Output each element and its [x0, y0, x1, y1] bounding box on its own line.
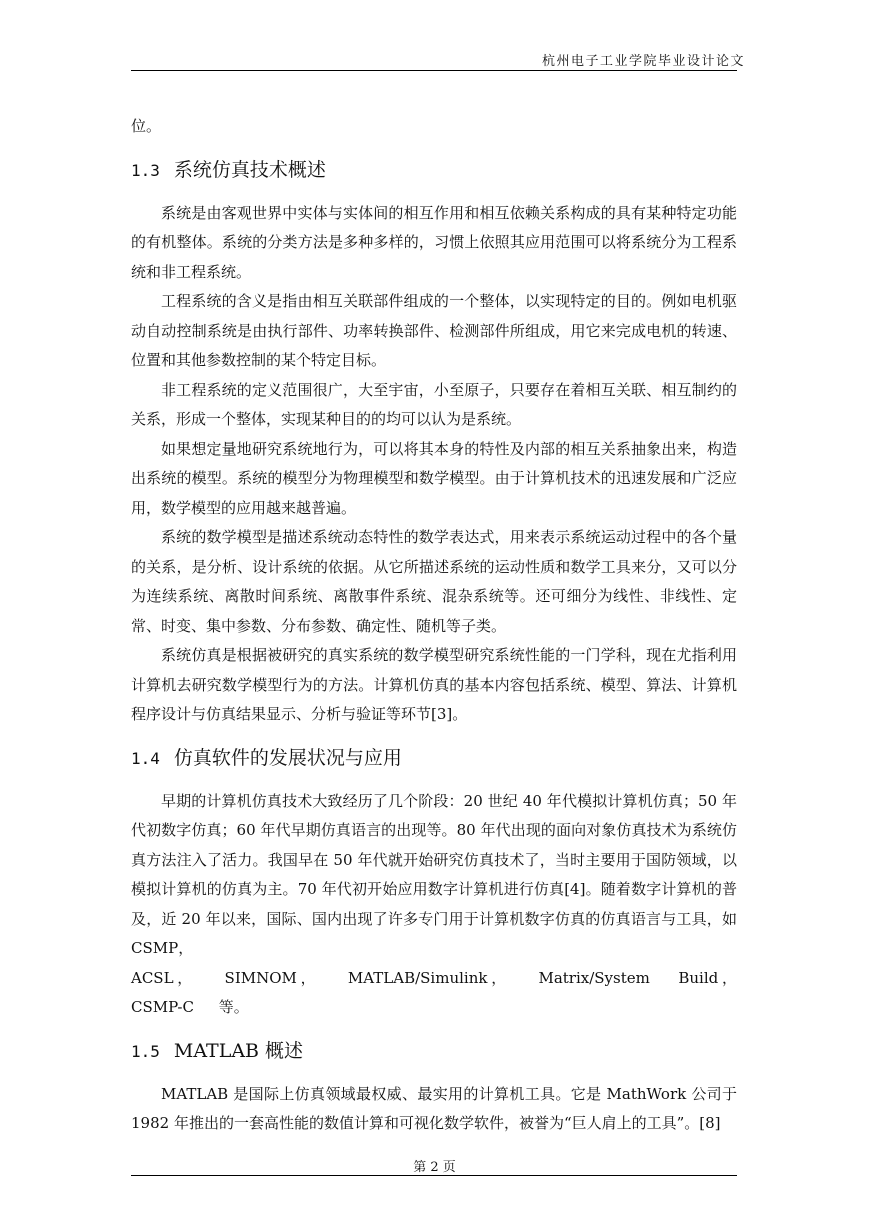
page-header-title: 杭州电子工业学院毕业设计论文 — [541, 54, 745, 69]
section-heading-1-5 — [131, 1037, 737, 1066]
section-number: 1.4 — [131, 748, 160, 768]
section-title: 仿真软件的发展状况与应用 — [173, 746, 402, 769]
section-number: 1.3 — [131, 160, 160, 180]
header-divider — [131, 70, 737, 71]
paragraph: 如果想定量地研究系统地行为，可以将其本身的特性及内部的相互关系抽象出来，构造出系统的模型。系统的模型分为物理模型和数学模型。由于计算机技术的迅速发展和广泛应用，数学模型的应用越来越普遍。 — [131, 439, 737, 517]
paragraph-continued: 位。 — [131, 117, 162, 135]
page-number: 第 2 页 — [413, 1160, 456, 1175]
page-body — [131, 112, 737, 1139]
paragraph: 系统仿真是根据被研究的真实系统的数学模型研究系统性能的一门学科，现在尤指利用计算机去研究数学模型行为的方法。计算机仿真的基本内容包括系统、模型、算法、计算机程序设计与仿真结果显示、分析与验证等环节[3]。 — [131, 646, 737, 723]
section-title: 系统仿真技术概述 — [173, 158, 326, 181]
section-number: 1.5 — [131, 1041, 160, 1061]
paragraph: 非工程系统的定义范围很广，大至宇宙，小至原子，只要存在着相互关联、相互制约的关系，形成一个整体，实现某种目的的均可以认为是系统。 — [131, 380, 737, 428]
section-title: MATLAB 概述 — [173, 1039, 304, 1062]
paragraph: 系统是由客观世界中实体与实体间的相互作用和相互依赖关系构成的具有某种特定功能的有机整体。系统的分类方法是多种多样的，习惯上依照其应用范围可以将系统分为工程系统和非工程系统。 — [131, 203, 737, 281]
paragraph-tools-list: ACSL， SIMNOM， MATLAB/Simulink， Matrix/System Build， CSMP-C 等。 — [131, 968, 737, 1016]
paragraph: 工程系统的含义是指由相互关联部件组成的一个整体，以实现特定的目的。例如电机驱动自动控制系统是由执行部件、功率转换部件、检测部件所组成，用它来完成电机的转速、位置和其他参数控制的某个特定目标。 — [131, 292, 737, 369]
section-heading-1-4 — [131, 744, 737, 773]
paragraph: MATLAB 是国际上仿真领域最权威、最实用的计算机工具。它是 MathWork 公司于 1982 年推出的一套高性能的数值计算和可视化数学软件，被誉为“巨人肩上的工具”。[8] — [131, 1084, 737, 1132]
section-heading-1-3 — [131, 156, 737, 185]
paragraph: 早期的计算机仿真技术大致经历了几个阶段：20 世纪 40 年代模拟计算机仿真；50 年代初数字仿真；60 年代早期仿真语言的出现等。80 年代出现的面向对象仿真技术为系统仿真方法注入了活力。我国早在 50 年代就开始研究仿真技术了，当时主要用于国防领域，以模拟计算机的仿真为主。70 年代初开始应用数字计算机进行仿真[4]。随着数字计算机的普及，近 20 年以来，国际、国内出现了许多专门用于计算机数字仿真的仿真语言与工具，如 CSMP， — [131, 791, 737, 957]
paragraph: 系统的数学模型是描述系统动态特性的数学表达式，用来表示系统运动过程中的各个量的关系，是分析、设计系统的依据。从它所描述系统的运动性质和数学工具来分，又可以分为连续系统、离散时间系统、离散事件系统、混杂系统等。还可细分为线性、非线性、定常、时变、集中参数、分布参数、确定性、随机等子类。 — [131, 528, 737, 635]
footer-divider — [131, 1175, 737, 1176]
